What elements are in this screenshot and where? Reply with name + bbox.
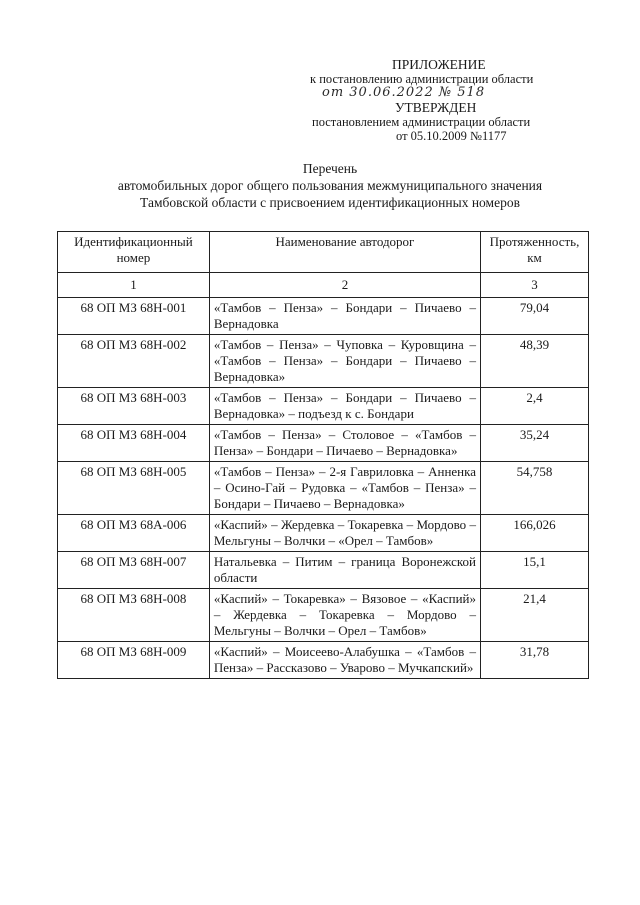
road-length: 166,026 <box>481 515 589 552</box>
road-length: 54,758 <box>481 462 589 515</box>
table-row <box>58 335 589 388</box>
road-id: 68 ОП МЗ 68Н-007 <box>58 552 210 589</box>
appendix-label: ПРИЛОЖЕНИЕ <box>392 57 486 72</box>
road-name: «Каспий» – Жердевка – Токаревка – Мордово – Мельгуны – Волчки – «Орел – Тамбов» <box>209 515 480 552</box>
table-row <box>58 552 589 589</box>
column-number: 2 <box>209 273 480 298</box>
column-header-id: Идентификационный номер <box>58 232 210 273</box>
road-name: «Тамбов – Пенза» – Бондари – Пичаево – Вернадовка» – подъезд к с. Бондари <box>209 388 480 425</box>
table-row <box>58 589 589 642</box>
original-decree-date: от 05.10.2009 №1177 <box>396 129 507 143</box>
document-title <box>40 160 620 211</box>
approved-by-line: постановлением администрации области <box>312 115 531 129</box>
road-id: 68 ОП МЗ 68Н-009 <box>58 642 210 679</box>
road-id: 68 ОП МЗ 68Н-002 <box>58 335 210 388</box>
approved-label: УТВЕРЖДЕН <box>395 100 477 115</box>
road-name: «Каспий» – Моисеево-Алабушка – «Тамбов – Пенза» – Рассказово – Уварово – Мучкапский» <box>209 642 480 679</box>
road-id: 68 ОП МЗ 68Н-003 <box>58 388 210 425</box>
table-row <box>58 462 589 515</box>
road-id: 68 ОП МЗ 68Н-001 <box>58 298 210 335</box>
road-length: 15,1 <box>481 552 589 589</box>
table-row <box>58 298 589 335</box>
road-name: Натальевка – Питим – граница Воронежской области <box>209 552 480 589</box>
table-row <box>58 388 589 425</box>
column-number-row <box>58 273 589 298</box>
to-decree-line: к постановлению администрации области <box>310 72 534 86</box>
approval-header <box>300 58 600 143</box>
table-header-row <box>58 232 589 273</box>
title-line-2: автомобильных дорог общего пользования межмуниципального значения <box>117 178 543 193</box>
road-length: 21,4 <box>481 589 589 642</box>
road-name: «Тамбов – Пенза» – Столовое – «Тамбов – Пенза» – Бондари – Пичаево – Вернадовка» <box>209 425 480 462</box>
road-id: 68 ОП МЗ 68Н-004 <box>58 425 210 462</box>
road-name: «Тамбов – Пенза» – Бондари – Пичаево – Вернадовка <box>209 298 480 335</box>
road-id: 68 ОП МЗ 68Н-008 <box>58 589 210 642</box>
column-header-length: Протяженность, км <box>481 232 589 273</box>
road-name: «Каспий» – Токаревка» – Вязовое – «Каспий» – Жердевка – Токаревка – Мордово – Мельгуны – Волчки – Орел – Тамбов» <box>209 589 480 642</box>
road-id: 68 ОП МЗ 68А-006 <box>58 515 210 552</box>
road-length: 79,04 <box>481 298 589 335</box>
table-row <box>58 425 589 462</box>
road-length: 31,78 <box>481 642 589 679</box>
table-row <box>58 515 589 552</box>
handwritten-decree-date: от 30.06.2022 № 518 <box>322 85 486 100</box>
road-id: 68 ОП МЗ 68Н-005 <box>58 462 210 515</box>
title-line-3: Тамбовской области с присвоением идентификационных номеров <box>140 195 520 210</box>
roads-table <box>57 231 589 679</box>
title-line-1: Перечень <box>302 161 358 176</box>
road-name: «Тамбов – Пенза» – Чуповка – Куровщина – «Тамбов – Пенза» – Бондари – Пичаево – Вернадовка» <box>209 335 480 388</box>
road-length: 35,24 <box>481 425 589 462</box>
column-number: 3 <box>481 273 589 298</box>
table-row <box>58 642 589 679</box>
road-name: «Тамбов – Пенза» – 2-я Гавриловка – Анненка – Осино-Гай – Рудовка – «Тамбов – Пенза» – Бондари – Пичаево – Вернадовка» <box>209 462 480 515</box>
column-header-name: Наименование автодорог <box>209 232 480 273</box>
column-number: 1 <box>58 273 210 298</box>
road-length: 48,39 <box>481 335 589 388</box>
road-length: 2,4 <box>481 388 589 425</box>
